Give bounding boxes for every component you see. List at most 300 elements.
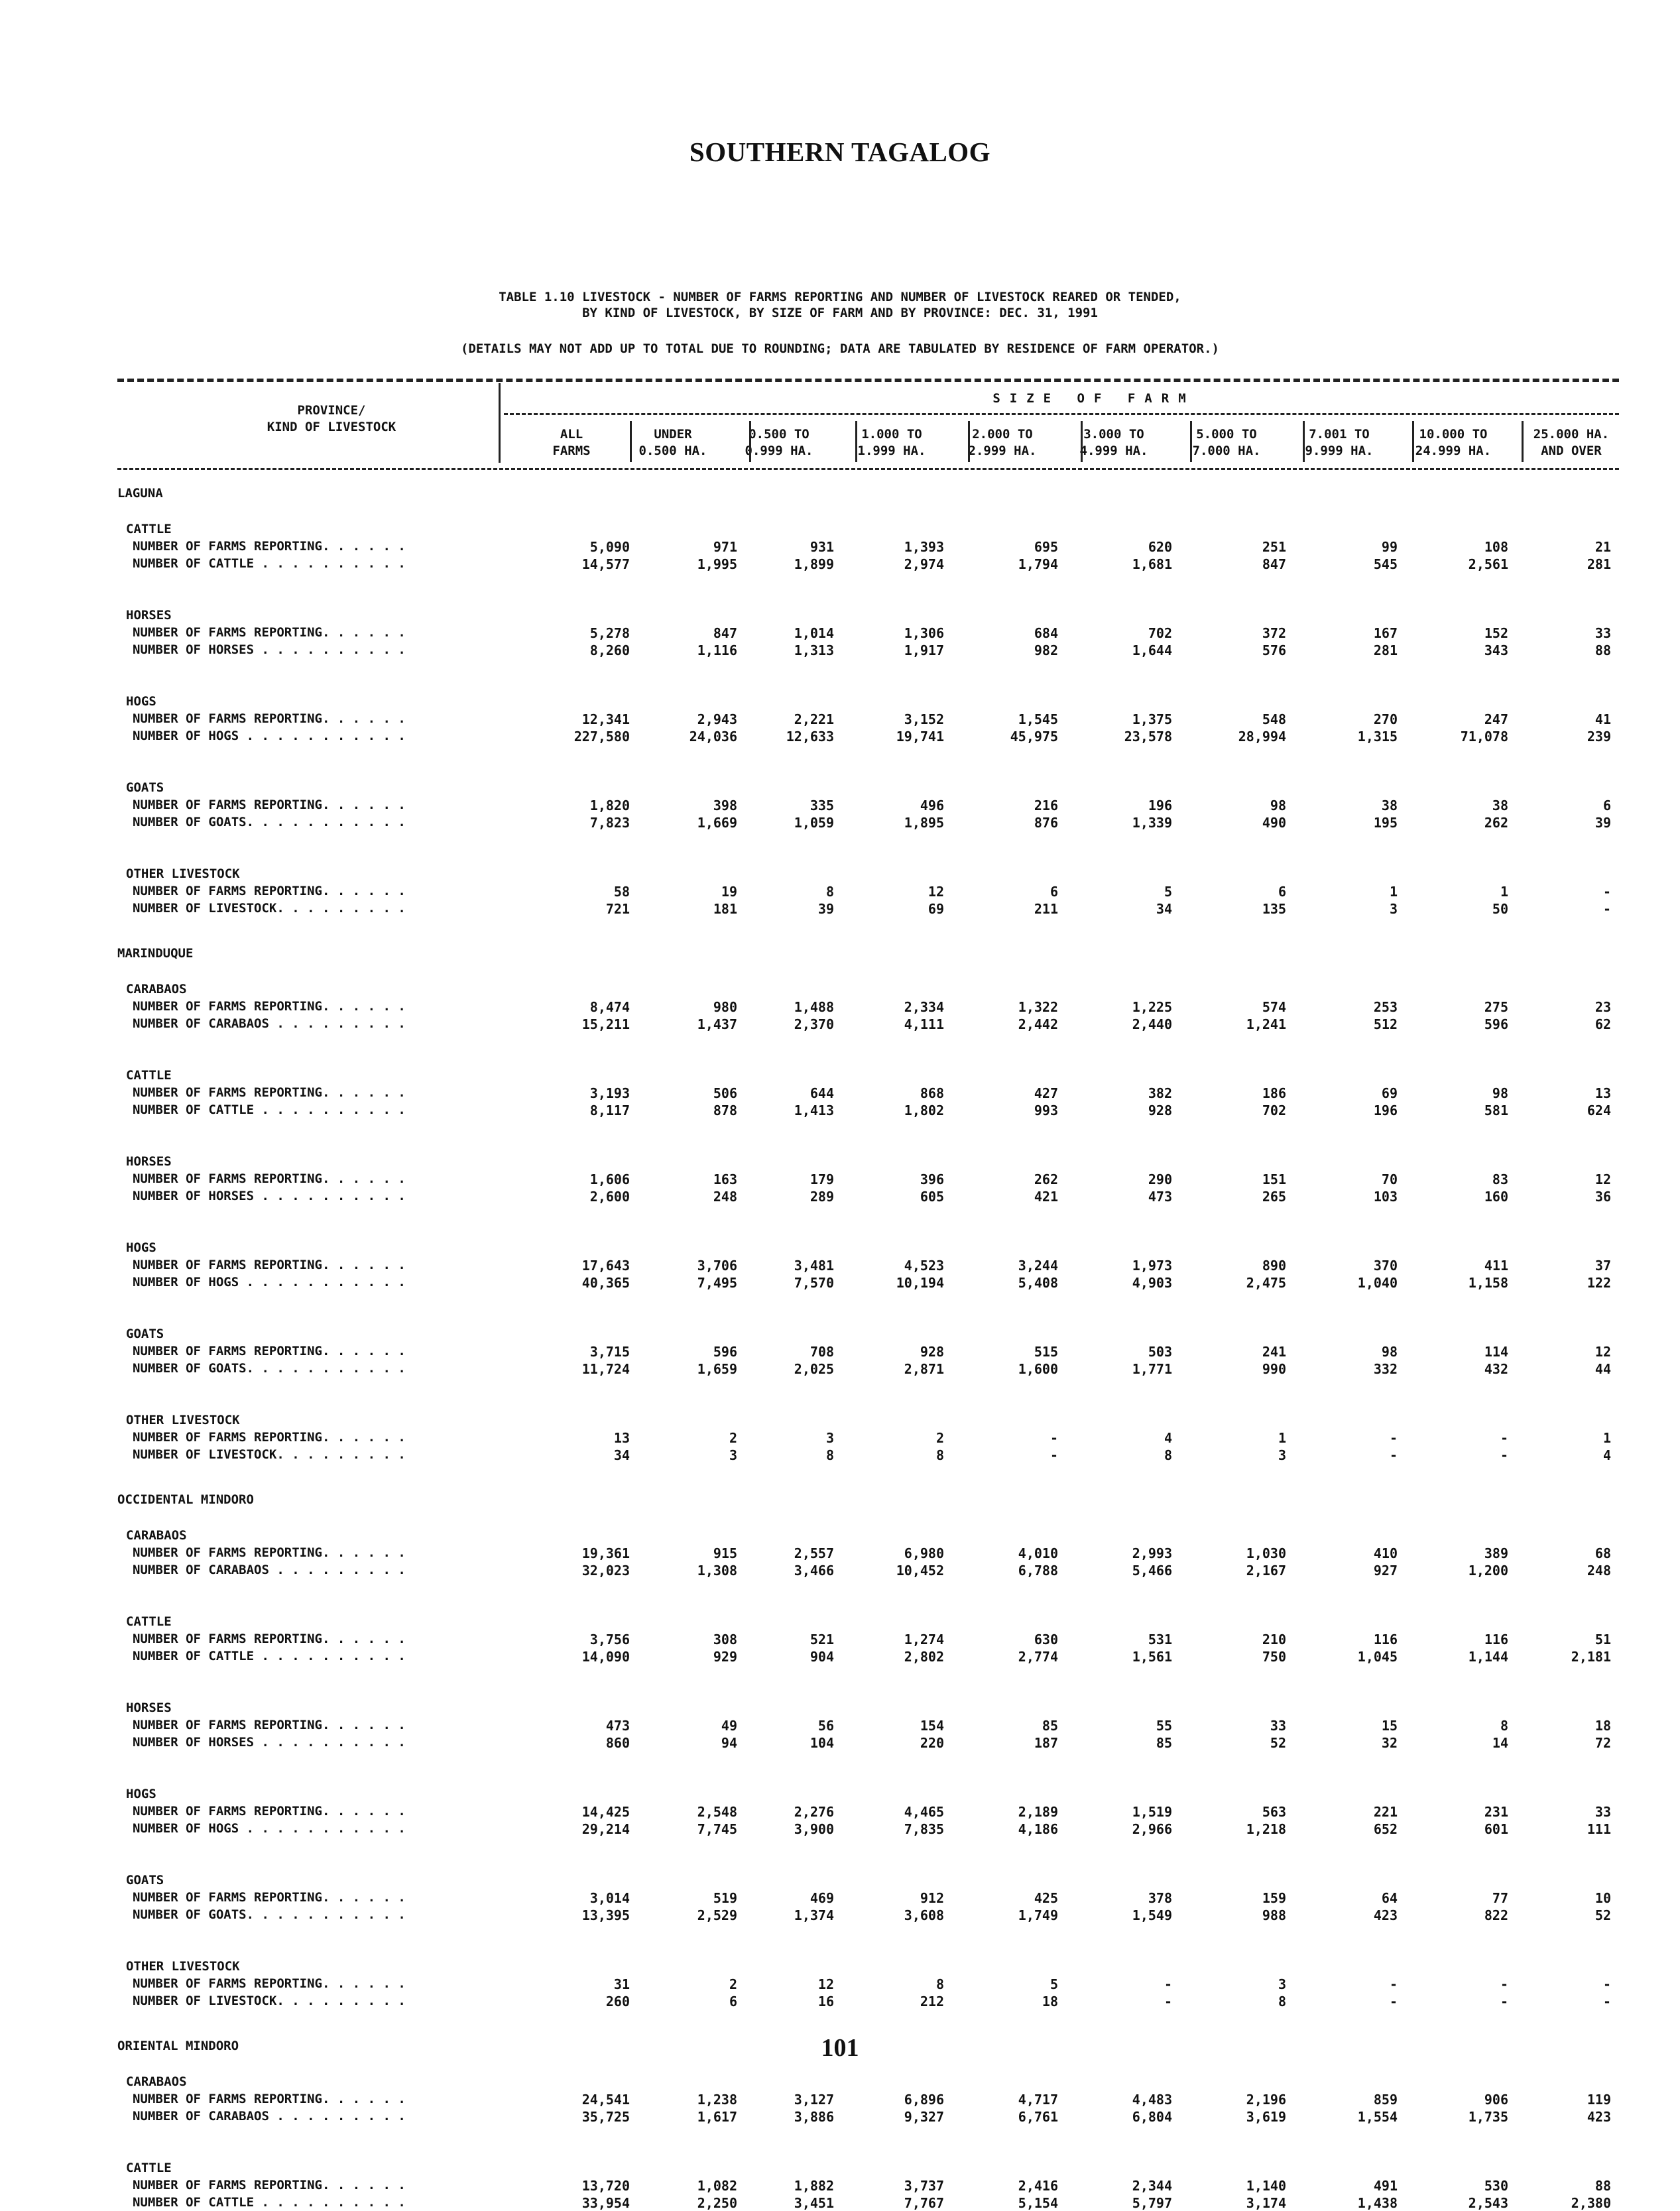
table-cell: 3,152 <box>904 711 944 727</box>
row-label: NUMBER OF CATTLE . . . . . . . . . . <box>133 2195 406 2210</box>
table-cell: 71,078 <box>1460 729 1508 745</box>
column-divider <box>968 421 970 462</box>
table-cell: 6,788 <box>1018 1563 1058 1579</box>
livestock-kind: OTHER LIVESTOCK <box>126 1413 240 1427</box>
table-cell: 239 <box>1587 729 1611 745</box>
table-cell: 62 <box>1594 1016 1611 1032</box>
table-cell: 265 <box>1262 1189 1286 1205</box>
table-cell: 2,974 <box>904 556 944 572</box>
table-cell: 160 <box>1484 1189 1508 1205</box>
table-cell: 2,802 <box>904 1649 944 1665</box>
table-cell: 34 <box>1156 901 1172 917</box>
stub-header-line1: PROVINCE/ <box>297 403 366 418</box>
table-cell: 2,416 <box>1018 2178 1058 2194</box>
table-cell: 423 <box>1373 1907 1398 1923</box>
table-cell: 29,214 <box>581 1821 630 1837</box>
table-cell: 116 <box>1373 1632 1398 1647</box>
table-cell: 4,717 <box>1018 2092 1058 2108</box>
table-cell: 33,954 <box>581 2195 630 2211</box>
table-cell: 2,221 <box>794 711 834 727</box>
table-cell: 7,767 <box>904 2195 944 2211</box>
table-cell: 40,365 <box>581 1275 630 1291</box>
table-cell: 4 <box>1602 1447 1611 1463</box>
table-cell: 8 <box>1164 1447 1172 1463</box>
table-cell: 3,127 <box>794 2092 834 2108</box>
table-cell: 1,669 <box>697 815 737 831</box>
table-cell: 216 <box>1034 798 1058 813</box>
table-cell: - <box>1602 1976 1611 1992</box>
table-cell: 33 <box>1594 1804 1611 1820</box>
table-note: (DETAILS MAY NOT ADD UP TO TOTAL DUE TO ROUNDING; DATA ARE TABULATED BY RESIDENCE OF FARM OPERATOR.) <box>461 341 1219 356</box>
row-label: NUMBER OF CARABAOS . . . . . . . . . <box>133 2109 406 2123</box>
table-cell: 3,619 <box>1246 2109 1286 2125</box>
table-cell: 2,561 <box>1468 556 1508 572</box>
column-header-line: 0.500 TO <box>749 427 810 442</box>
table-cell: 2,250 <box>697 2195 737 2211</box>
table-cell: 1,375 <box>1132 711 1172 727</box>
row-label: NUMBER OF FARMS REPORTING. . . . . . <box>133 539 406 554</box>
table-cell: 695 <box>1034 539 1058 555</box>
table-cell: 45,975 <box>1010 729 1058 745</box>
table-cell: 1,794 <box>1018 556 1058 572</box>
table-cell: 2,529 <box>697 1907 737 1923</box>
table-cell: 68 <box>1594 1545 1611 1561</box>
table-cell: 1,218 <box>1246 1821 1286 1837</box>
table-cell: 915 <box>713 1545 737 1561</box>
table-cell: 6,761 <box>1018 2109 1058 2125</box>
table-cell: 7,495 <box>697 1275 737 1291</box>
table-cell: 906 <box>1484 2092 1508 2108</box>
row-label: NUMBER OF FARMS REPORTING. . . . . . <box>133 1171 406 1186</box>
row-label: NUMBER OF FARMS REPORTING. . . . . . <box>133 1344 406 1358</box>
table-cell: 1,140 <box>1246 2178 1286 2194</box>
table-cell: 2,993 <box>1132 1545 1172 1561</box>
table-cell: 1,306 <box>904 625 944 641</box>
row-label: NUMBER OF FARMS REPORTING. . . . . . <box>133 711 406 726</box>
column-header-line: 5.000 TO <box>1196 427 1257 442</box>
table-cell: 2 <box>935 1430 944 1446</box>
table-cell: 49 <box>721 1718 737 1734</box>
table-cell: 14,577 <box>581 556 630 572</box>
table-cell: 1,315 <box>1357 729 1398 745</box>
table-cell: 859 <box>1373 2092 1398 2108</box>
table-cell: 929 <box>713 1649 737 1665</box>
table-cell: 1,606 <box>589 1171 630 1187</box>
table-cell: 3,706 <box>697 1258 737 1274</box>
table-cell: - <box>1164 1976 1172 1992</box>
column-header-line: 9.999 HA. <box>1305 444 1374 458</box>
table-cell: 6 <box>729 1994 737 2009</box>
table-cell: 33 <box>1270 1718 1286 1734</box>
column-divider <box>1081 421 1083 462</box>
table-cell: 1,144 <box>1468 1649 1508 1665</box>
table-cell: 1,274 <box>904 1632 944 1647</box>
table-cell: 847 <box>1262 556 1286 572</box>
table-cell: 1,059 <box>794 815 834 831</box>
table-cell: 3 <box>1278 1447 1286 1463</box>
table-cell: 990 <box>1262 1361 1286 1377</box>
livestock-kind: OTHER LIVESTOCK <box>126 866 240 881</box>
table-cell: 398 <box>713 798 737 813</box>
column-header <box>1280 426 1399 459</box>
table-cell: 515 <box>1034 1344 1058 1360</box>
table-cell: 18 <box>1042 1994 1058 2009</box>
table-cell: 2,543 <box>1468 2195 1508 2211</box>
table-cell: - <box>1500 1976 1508 1992</box>
header-bottom-rule <box>117 468 1619 470</box>
table-cell: 2 <box>729 1976 737 1992</box>
table-cell: 2,344 <box>1132 2178 1172 2194</box>
table-cell: 1,820 <box>589 798 630 813</box>
table-cell: 3,466 <box>794 1563 834 1579</box>
table-cell: 262 <box>1484 815 1508 831</box>
table-cell: 1,973 <box>1132 1258 1172 1274</box>
row-label: NUMBER OF GOATS. . . . . . . . . . . <box>133 1907 406 1922</box>
table-cell: 503 <box>1148 1344 1172 1360</box>
row-label: NUMBER OF FARMS REPORTING. . . . . . <box>133 625 406 640</box>
table-cell: 88 <box>1594 642 1611 658</box>
table-cell: - <box>1602 884 1611 900</box>
table-cell: 469 <box>810 1890 834 1906</box>
table-cell: 1,082 <box>697 2178 737 2194</box>
table-cell: 601 <box>1484 1821 1508 1837</box>
table-cell: 2,600 <box>589 1189 630 1205</box>
table-cell: 247 <box>1484 711 1508 727</box>
table-cell: 822 <box>1484 1907 1508 1923</box>
table-cell: 4,465 <box>904 1804 944 1820</box>
stub-header-line2: KIND OF LIVESTOCK <box>267 420 396 434</box>
table-cell: 13,720 <box>581 2178 630 2194</box>
table-cell: 378 <box>1148 1890 1172 1906</box>
column-header <box>719 426 839 459</box>
table-cell: 2,380 <box>1571 2195 1611 2211</box>
table-cell: 432 <box>1484 1361 1508 1377</box>
table-cell: - <box>1050 1430 1058 1446</box>
livestock-kind: HORSES <box>126 608 172 623</box>
column-header-line: 24.999 HA. <box>1415 444 1492 458</box>
table-cell: 4,903 <box>1132 1275 1172 1291</box>
table-cell: 5,797 <box>1132 2195 1172 2211</box>
row-label: NUMBER OF FARMS REPORTING. . . . . . <box>133 2178 406 2192</box>
table-cell: 248 <box>713 1189 737 1205</box>
table-cell: 620 <box>1148 539 1172 555</box>
table-cell: 116 <box>1484 1632 1508 1647</box>
row-label: NUMBER OF FARMS REPORTING. . . . . . <box>133 999 406 1014</box>
table-cell: 51 <box>1594 1632 1611 1647</box>
table-cell: 111 <box>1587 1821 1611 1837</box>
table-cell: 44 <box>1594 1361 1611 1377</box>
table-cell: 8 <box>1278 1994 1286 2009</box>
table-cell: 3 <box>825 1430 834 1446</box>
table-cell: 1,882 <box>794 2178 834 2194</box>
livestock-kind: OTHER LIVESTOCK <box>126 1959 240 1974</box>
table-cell: 15 <box>1381 1718 1398 1734</box>
table-cell: 1,339 <box>1132 815 1172 831</box>
table-cell: 37 <box>1594 1258 1611 1274</box>
table-cell: 220 <box>920 1735 944 1751</box>
table-cell: 473 <box>1148 1189 1172 1205</box>
table-cell: 5,278 <box>589 625 630 641</box>
table-cell: 993 <box>1034 1103 1058 1118</box>
table-cell: 13 <box>613 1430 630 1446</box>
table-cell: 52 <box>1594 1907 1611 1923</box>
table-cell: 64 <box>1381 1890 1398 1906</box>
table-cell: - <box>1500 1994 1508 2009</box>
table-cell: 12,633 <box>786 729 834 745</box>
table-cell: 750 <box>1262 1649 1286 1665</box>
table-cell: 248 <box>1587 1563 1611 1579</box>
table-cell: 576 <box>1262 642 1286 658</box>
table-cell: 1,545 <box>1018 711 1058 727</box>
table-cell: 2,334 <box>904 999 944 1015</box>
table-cell: - <box>1389 1447 1398 1463</box>
table-cell: 3,737 <box>904 2178 944 2194</box>
table-cell: 6,896 <box>904 2092 944 2108</box>
table-cell: 396 <box>920 1171 944 1187</box>
table-cell: 50 <box>1492 901 1508 917</box>
column-header <box>1394 426 1513 459</box>
row-label: NUMBER OF LIVESTOCK. . . . . . . . . <box>133 1994 406 2008</box>
table-cell: 181 <box>713 901 737 917</box>
table-cell: 2,966 <box>1132 1821 1172 1837</box>
table-cell: 39 <box>1594 815 1611 831</box>
table-cell: 860 <box>605 1735 630 1751</box>
column-header-line: 3.000 TO <box>1083 427 1144 442</box>
table-cell: 630 <box>1034 1632 1058 1647</box>
table-cell: 421 <box>1034 1189 1058 1205</box>
livestock-kind: CATTLE <box>126 1614 172 1629</box>
table-cell: 496 <box>920 798 944 813</box>
table-cell: 31 <box>613 1976 630 1992</box>
table-cell: 23,578 <box>1124 729 1172 745</box>
province-name: OCCIDENTAL MINDORO <box>117 1492 254 1507</box>
column-header-line: 0.500 HA. <box>638 444 707 458</box>
table-cell: 6,804 <box>1132 2109 1172 2125</box>
table-cell: 33 <box>1594 625 1611 641</box>
row-label: NUMBER OF FARMS REPORTING. . . . . . <box>133 1804 406 1819</box>
table-cell: 72 <box>1594 1735 1611 1751</box>
table-cell: 6 <box>1278 884 1286 900</box>
table-cell: 275 <box>1484 999 1508 1015</box>
table-cell: 1,322 <box>1018 999 1058 1015</box>
table-cell: 12 <box>817 1976 834 1992</box>
table-cell: 702 <box>1148 625 1172 641</box>
row-label: NUMBER OF CARABAOS . . . . . . . . . <box>133 1563 406 1577</box>
column-header <box>1054 426 1173 459</box>
table-cell: 98 <box>1492 1085 1508 1101</box>
table-cell: 5 <box>1050 1976 1058 1992</box>
table-cell: 5 <box>1164 884 1172 900</box>
table-cell: 290 <box>1148 1171 1172 1187</box>
column-header-line: 2.000 TO <box>972 427 1033 442</box>
table-cell: 721 <box>605 901 630 917</box>
table-cell: 1,554 <box>1357 2109 1398 2125</box>
stub-header <box>199 402 464 436</box>
table-cell: 38 <box>1381 798 1398 813</box>
table-cell: 382 <box>1148 1085 1172 1101</box>
table-cell: 624 <box>1587 1103 1611 1118</box>
table-cell: 5,090 <box>589 539 630 555</box>
row-label: NUMBER OF HOGS . . . . . . . . . . . <box>133 1275 406 1289</box>
table-cell: 890 <box>1262 1258 1286 1274</box>
column-header <box>1167 426 1286 459</box>
row-label: NUMBER OF HOGS . . . . . . . . . . . <box>133 1821 406 1836</box>
table-cell: 19,741 <box>896 729 944 745</box>
table-cell: 10 <box>1594 1890 1611 1906</box>
table-cell: 14,090 <box>581 1649 630 1665</box>
table-cell: 2,025 <box>794 1361 834 1377</box>
row-label: NUMBER OF FARMS REPORTING. . . . . . <box>133 1258 406 1272</box>
table-cell: 2,440 <box>1132 1016 1172 1032</box>
livestock-kind: HORSES <box>126 1701 172 1715</box>
table-cell: - <box>1500 1447 1508 1463</box>
table-cell: 3 <box>1389 901 1398 917</box>
table-cell: 3,481 <box>794 1258 834 1274</box>
table-cell: 70 <box>1381 1171 1398 1187</box>
province-name: MARINDUQUE <box>117 946 194 961</box>
table-cell: 1,735 <box>1468 2109 1508 2125</box>
table-cell: 13 <box>1594 1085 1611 1101</box>
table-cell: 928 <box>1148 1103 1172 1118</box>
table-cell: 4 <box>1164 1430 1172 1446</box>
table-cell: 18 <box>1594 1718 1611 1734</box>
table-cell: 4,010 <box>1018 1545 1058 1561</box>
table-cell: - <box>1602 901 1611 917</box>
column-header <box>943 426 1062 459</box>
table-cell: 88 <box>1594 2178 1611 2194</box>
table-cell: 1,116 <box>697 642 737 658</box>
table-cell: 7,823 <box>589 815 630 831</box>
table-cell: 3 <box>729 1447 737 1463</box>
table-cell: 530 <box>1484 2178 1508 2194</box>
column-header-line: 7.000 HA. <box>1192 444 1261 458</box>
table-cell: 2,943 <box>697 711 737 727</box>
table-cell: 21 <box>1594 539 1611 555</box>
table-cell: 425 <box>1034 1890 1058 1906</box>
table-cell: 427 <box>1034 1085 1058 1101</box>
table-cell: 904 <box>810 1649 834 1665</box>
table-cell: 77 <box>1492 1890 1508 1906</box>
table-cell: 1,488 <box>794 999 834 1015</box>
table-cell: 1,308 <box>697 1563 737 1579</box>
table-cell: 3,756 <box>589 1632 630 1647</box>
table-cell: 7,835 <box>904 1821 944 1837</box>
table-cell: - <box>1050 1447 1058 1463</box>
row-label: NUMBER OF HORSES . . . . . . . . . . <box>133 1189 406 1203</box>
row-label: NUMBER OF FARMS REPORTING. . . . . . <box>133 2092 406 2106</box>
table-cell: 39 <box>817 901 834 917</box>
table-cell: 99 <box>1381 539 1398 555</box>
table-cell: 69 <box>1381 1085 1398 1101</box>
table-cell: 423 <box>1587 2109 1611 2125</box>
table-cell: 211 <box>1034 901 1058 917</box>
row-label: NUMBER OF FARMS REPORTING. . . . . . <box>133 1890 406 1905</box>
table-cell: 1 <box>1500 884 1508 900</box>
table-cell: 519 <box>713 1890 737 1906</box>
top-rule <box>117 379 1619 382</box>
table-cell: 1 <box>1602 1430 1611 1446</box>
table-cell: 227,580 <box>573 729 630 745</box>
table-cell: 8,260 <box>589 642 630 658</box>
livestock-kind: CATTLE <box>126 1068 172 1083</box>
table-cell: 35,725 <box>581 2109 630 2125</box>
table-cell: 1,225 <box>1132 999 1172 1015</box>
table-cell: 491 <box>1373 2178 1398 2194</box>
column-header-line: 25.000 HA. <box>1533 427 1610 442</box>
table-cell: 41 <box>1594 711 1611 727</box>
table-cell: 13,395 <box>581 1907 630 1923</box>
table-cell: 8 <box>935 1447 944 1463</box>
table-cell: 708 <box>810 1344 834 1360</box>
row-label: NUMBER OF FARMS REPORTING. . . . . . <box>133 1430 406 1445</box>
table-cell: 260 <box>605 1994 630 2009</box>
table-cell: 85 <box>1042 1718 1058 1734</box>
table-cell: 24,541 <box>581 2092 630 2108</box>
row-label: NUMBER OF CARABAOS . . . . . . . . . <box>133 1016 406 1031</box>
table-cell: 1,014 <box>794 625 834 641</box>
table-cell: 574 <box>1262 999 1286 1015</box>
column-header-line: 0.999 HA. <box>745 444 813 458</box>
table-cell: 1,802 <box>904 1103 944 1118</box>
column-header-line: 2.999 HA. <box>968 444 1037 458</box>
table-cell: 231 <box>1484 1804 1508 1820</box>
row-label: NUMBER OF FARMS REPORTING. . . . . . <box>133 884 406 898</box>
table-cell: 212 <box>920 1994 944 2009</box>
table-cell: 490 <box>1262 815 1286 831</box>
row-label: NUMBER OF GOATS. . . . . . . . . . . <box>133 815 406 829</box>
table-cell: 34 <box>613 1447 630 1463</box>
table-cell: 8 <box>825 1447 834 1463</box>
table-cell: 2,370 <box>794 1016 834 1032</box>
table-cell: 652 <box>1373 1821 1398 1837</box>
livestock-kind: CATTLE <box>126 522 172 536</box>
table-cell: 4,523 <box>904 1258 944 1274</box>
table-cell: 1 <box>1389 884 1398 900</box>
table-cell: 5,408 <box>1018 1275 1058 1291</box>
table-cell: 2,871 <box>904 1361 944 1377</box>
livestock-kind: GOATS <box>126 1327 164 1341</box>
province-name: ORIENTAL MINDORO <box>117 2039 239 2053</box>
table-cell: 281 <box>1587 556 1611 572</box>
row-label: NUMBER OF FARMS REPORTING. . . . . . <box>133 798 406 812</box>
table-cell: 1,917 <box>904 642 944 658</box>
row-label: NUMBER OF FARMS REPORTING. . . . . . <box>133 1545 406 1560</box>
table-cell: 163 <box>713 1171 737 1187</box>
table-caption: TABLE 1.10 LIVESTOCK - NUMBER OF FARMS REPORTING AND NUMBER OF LIVESTOCK REARED OR TENDED, <box>499 290 1181 304</box>
table-cell: 332 <box>1373 1361 1398 1377</box>
table-cell: 16 <box>817 1994 834 2009</box>
table-cell: 6,980 <box>904 1545 944 1561</box>
table-cell: 69 <box>928 901 944 917</box>
table-cell: 1,644 <box>1132 642 1172 658</box>
table-cell: 32 <box>1381 1735 1398 1751</box>
table-cell: 186 <box>1262 1085 1286 1101</box>
table-cell: 1,437 <box>697 1016 737 1032</box>
table-cell: 3,900 <box>794 1821 834 1837</box>
row-label: NUMBER OF FARMS REPORTING. . . . . . <box>133 1085 406 1100</box>
table-cell: 928 <box>920 1344 944 1360</box>
table-cell: 1,895 <box>904 815 944 831</box>
livestock-kind: CARABAOS <box>126 982 187 996</box>
table-cell: 847 <box>713 625 737 641</box>
table-cell: 988 <box>1262 1907 1286 1923</box>
table-cell: 3,174 <box>1246 2195 1286 2211</box>
column-divider <box>1412 421 1414 462</box>
table-cell: 410 <box>1373 1545 1398 1561</box>
table-cell: 548 <box>1262 711 1286 727</box>
table-cell: 8 <box>935 1976 944 1992</box>
column-header-line: 7.001 TO <box>1309 427 1370 442</box>
